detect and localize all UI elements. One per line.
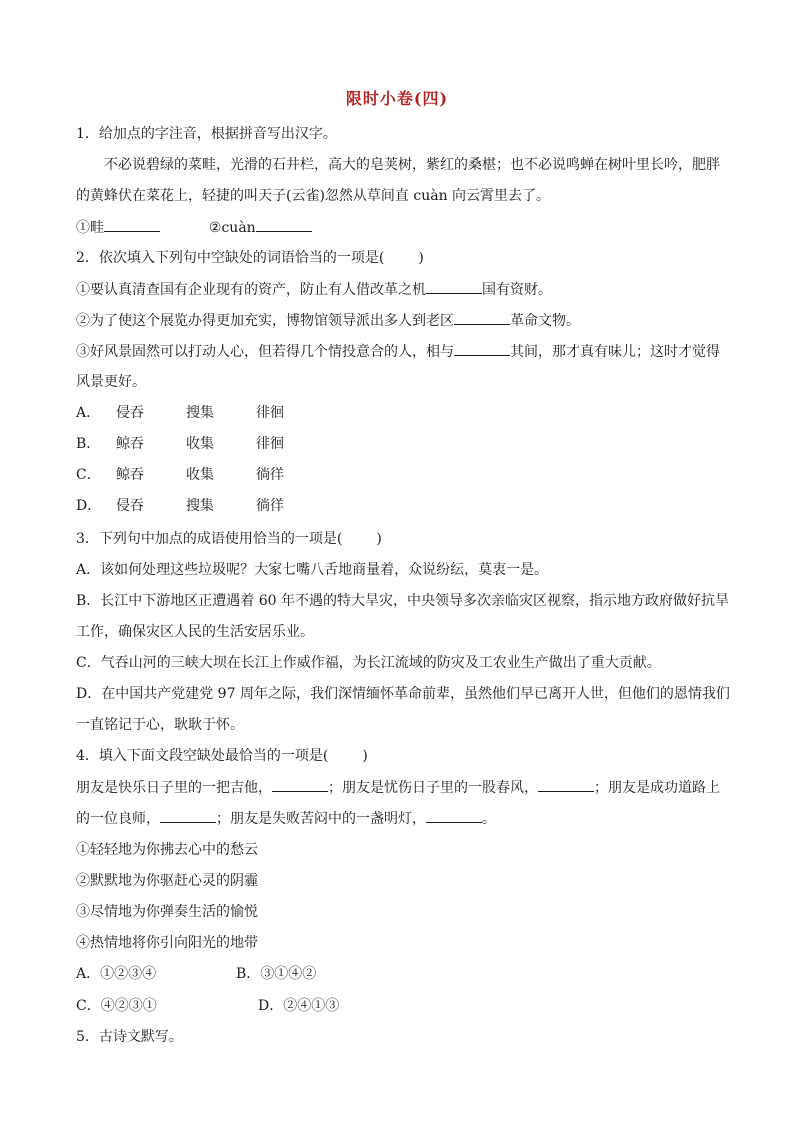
q3-stem bbox=[76, 529, 382, 549]
q4-stem-text: 4．填入下面文段空缺处最恰当的一项是( bbox=[76, 748, 329, 764]
q4-options-row-1 bbox=[76, 964, 316, 984]
option-word-3: 徜徉 bbox=[256, 498, 284, 514]
q2-sentence-2 bbox=[76, 310, 580, 331]
option-word-1: 鲸吞 bbox=[116, 436, 144, 452]
option-word-3: 徜徉 bbox=[256, 467, 284, 483]
q4-options-row-2 bbox=[76, 996, 339, 1016]
option-word-1: 鲸吞 bbox=[116, 467, 144, 483]
q3-option-d-line-1[interactable]: D．在中国共产党建党 97 周年之际，我们深情缅怀革命前辈，虽然他们早已离开人世，但他们的恩情我们 bbox=[76, 686, 730, 702]
q4-stem-end: ) bbox=[362, 748, 368, 764]
option-letter: C． bbox=[76, 467, 101, 483]
q3-stem-end: ) bbox=[376, 531, 382, 547]
q2-stem-text: 2．依次填入下列句中空缺处的词语恰当的一项是( bbox=[76, 250, 385, 266]
q2-s2-part-a: ②为了使这个展览办得更加充实，博物馆领导派出多人到老区 bbox=[76, 313, 454, 329]
q3-option-c[interactable]: C．气吞山河的三峡大坝在长江上作威作福，为长江流域的防灾及工农业生产做出了重大贡献。 bbox=[76, 655, 661, 671]
option-letter: A． bbox=[76, 405, 101, 421]
page-title: 限时小卷(四) bbox=[345, 89, 449, 108]
option-word-3: 徘徊 bbox=[256, 405, 284, 421]
q4-blank-3[interactable] bbox=[160, 808, 216, 823]
q1-passage-line-2: 的黄蜂伏在菜花上，轻捷的叫天子(云雀)忽然从草间直 cuàn 向云霄里去了。 bbox=[76, 188, 551, 204]
q2-stem bbox=[76, 248, 424, 268]
q4-item-2: ②默默地为你驱赶心灵的阴霾 bbox=[76, 873, 258, 889]
q2-option-c[interactable] bbox=[76, 465, 316, 485]
option-word-2: 搜集 bbox=[186, 498, 214, 514]
q4-item-3: ③尽情地为你弹奏生活的愉悦 bbox=[76, 904, 258, 920]
q2-stem-end: ) bbox=[418, 250, 424, 266]
q2-s3-part-a: ③好风景固然可以打动人心，但若得几个情投意合的人，相与 bbox=[76, 344, 454, 360]
option-letter: D． bbox=[76, 498, 102, 514]
q4-option-d[interactable]: D．②④①③ bbox=[258, 998, 340, 1014]
q2-sentence-1 bbox=[76, 279, 552, 300]
option-word-2: 收集 bbox=[186, 436, 214, 452]
q4-item-4: ④热情地将你引向阳光的地带 bbox=[76, 935, 258, 951]
q4-option-b[interactable]: B．③①④② bbox=[236, 966, 317, 982]
q1-stem: 1．给加点的字注音，根据拼音写出汉字。 bbox=[76, 126, 337, 142]
q4-p1-part-a: 朋友是快乐日子里的一把吉他， bbox=[76, 780, 272, 796]
option-letter: B． bbox=[76, 436, 101, 452]
q3-option-a[interactable]: A．该如何处理这些垃圾呢？大家七嘴八舌地商量着，众说纷纭，莫衷一是。 bbox=[76, 562, 549, 578]
q2-s1-part-b: 国有资财。 bbox=[482, 282, 552, 298]
q4-p2-part-c: 。 bbox=[482, 811, 496, 827]
q2-s1-part-a: ①要认真清查国有企业现有的资产，防止有人借改革之机 bbox=[76, 282, 426, 298]
q5-stem: 5．古诗文默写。 bbox=[76, 1029, 183, 1045]
option-word-1: 侵吞 bbox=[116, 498, 144, 514]
q2-sentence-3 bbox=[76, 341, 720, 362]
option-word-3: 徘徊 bbox=[256, 436, 284, 452]
q4-blank-4[interactable] bbox=[426, 808, 482, 823]
q3-option-b-line-1[interactable]: B．长江中下游地区正遭遇着 60 年不遇的特大旱灾，中央领导多次亲临灾区视察，指示地方政府做好抗旱 bbox=[76, 593, 730, 609]
q2-option-d[interactable] bbox=[76, 496, 316, 516]
q3-option-b-line-2[interactable]: 工作，确保灾区人民的生活安居乐业。 bbox=[76, 624, 314, 640]
q3-stem-text: 3．下列句中加点的成语使用恰当的一项是( bbox=[76, 531, 343, 547]
q2-option-a[interactable] bbox=[76, 403, 316, 423]
q2-option-b[interactable] bbox=[76, 434, 316, 454]
q4-p1-part-c: ；朋友是成功道路上 bbox=[594, 780, 720, 796]
q4-passage-line-1 bbox=[76, 777, 720, 798]
q1-passage-line-1: 不必说碧绿的菜畦，光滑的石井栏，高大的皂荚树，紫红的桑椹；也不必说鸣蝉在树叶里长吟，肥胖 bbox=[104, 157, 720, 173]
q2-s3-blank[interactable] bbox=[454, 341, 510, 356]
q4-blank-2[interactable] bbox=[538, 777, 594, 792]
option-word-2: 收集 bbox=[186, 467, 214, 483]
q2-sentence-3-cont: 风景更好。 bbox=[76, 374, 146, 390]
option-word-1: 侵吞 bbox=[116, 405, 144, 421]
q1-answer-1-blank[interactable] bbox=[104, 217, 160, 232]
q4-item-1: ①轻轻地为你拂去心中的愁云 bbox=[76, 842, 258, 858]
q4-p1-part-b: ；朋友是忧伤日子里的一股春风， bbox=[328, 780, 538, 796]
q1-answer-row bbox=[76, 217, 312, 238]
q2-s2-part-b: 革命文物。 bbox=[510, 313, 580, 329]
q2-s2-blank[interactable] bbox=[454, 310, 510, 325]
q4-stem bbox=[76, 746, 368, 766]
q4-option-c[interactable]: C．④②③① bbox=[76, 998, 157, 1014]
q4-blank-1[interactable] bbox=[272, 777, 328, 792]
q3-option-d-line-2[interactable]: 一直铭记于心，耿耿于怀。 bbox=[76, 717, 244, 733]
q2-s1-blank[interactable] bbox=[426, 279, 482, 294]
q4-p2-part-b: ；朋友是失败苦闷中的一盏明灯， bbox=[216, 811, 426, 827]
q4-option-a[interactable]: A．①②③④ bbox=[76, 966, 157, 982]
q2-s3-part-b: 其间，那才真有味儿；这时才觉得 bbox=[510, 344, 720, 360]
q1-answer-1-label: ①畦 bbox=[76, 220, 104, 236]
option-word-2: 搜集 bbox=[186, 405, 214, 421]
q4-p2-part-a: 的一位良师， bbox=[76, 811, 160, 827]
q4-passage-line-2 bbox=[76, 808, 496, 829]
q1-answer-2-blank[interactable] bbox=[256, 217, 312, 232]
q1-answer-2-label: ②cuàn bbox=[208, 220, 256, 236]
